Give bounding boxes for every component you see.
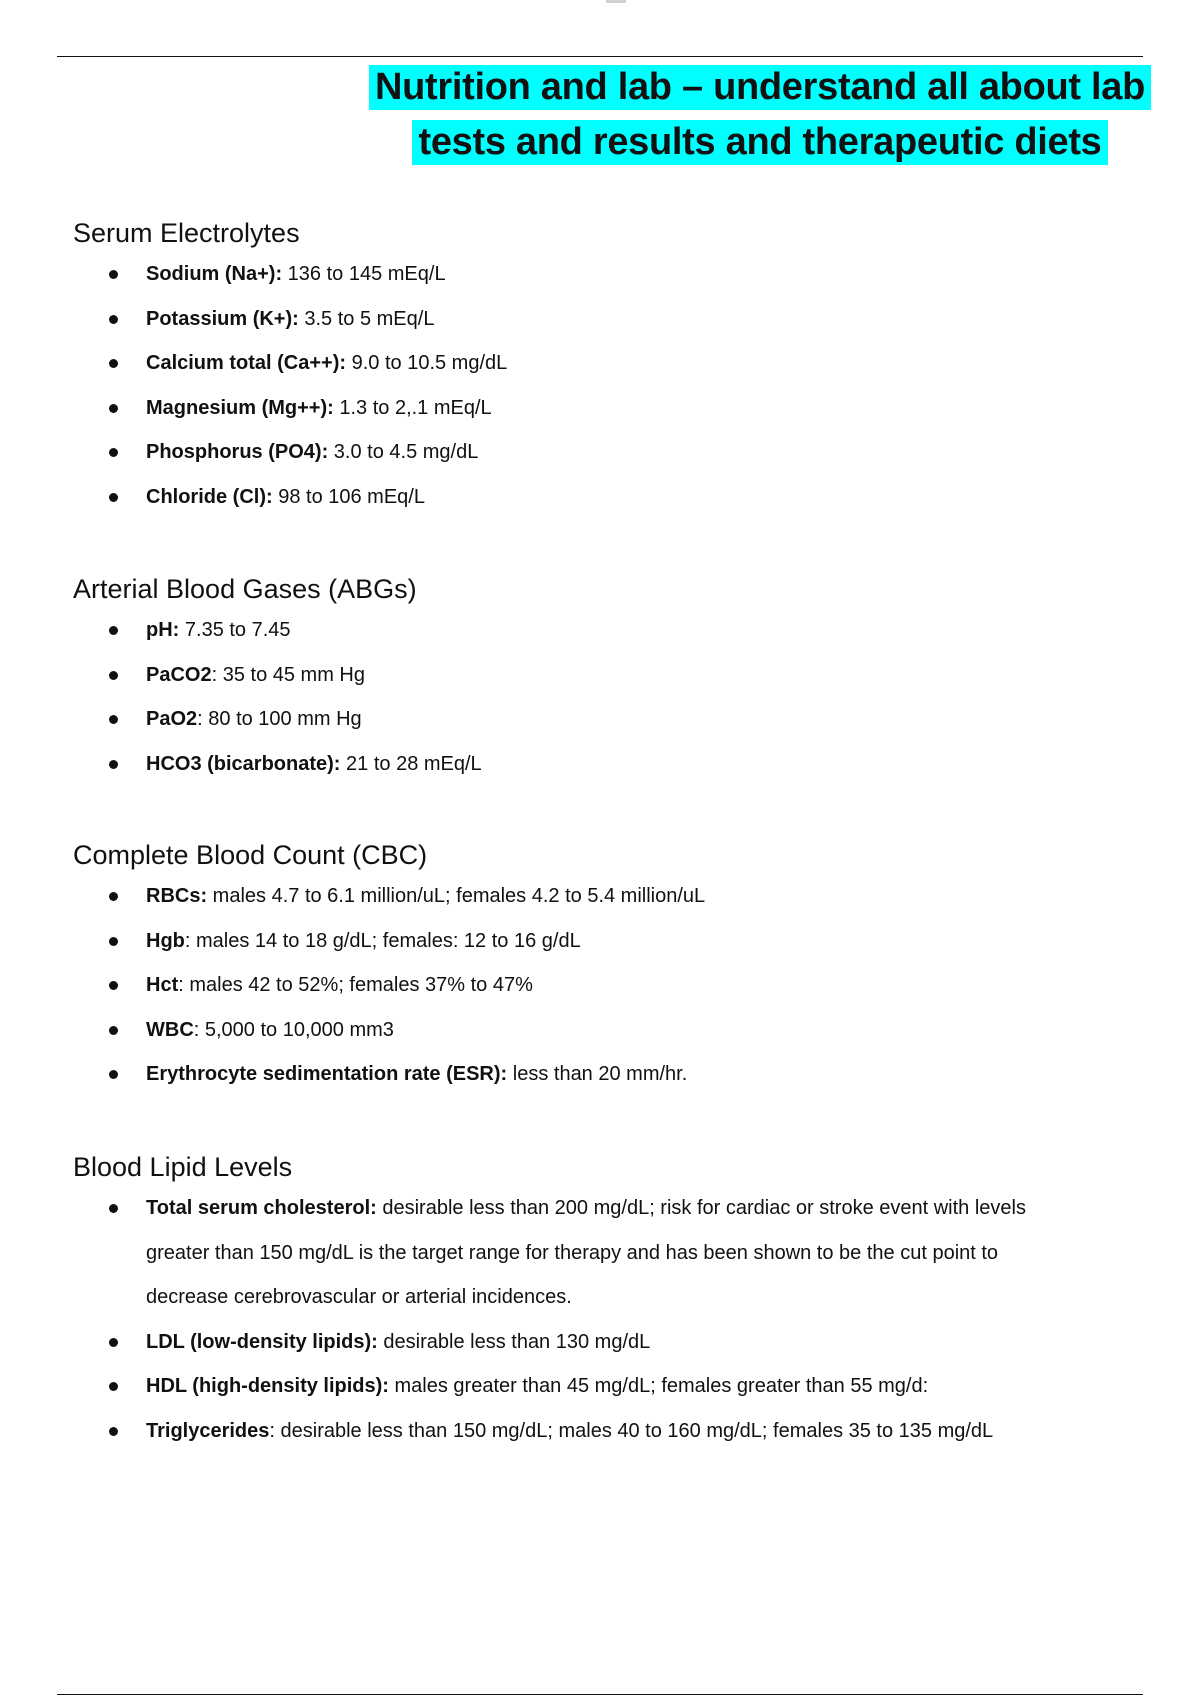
section-heading: Complete Blood Count (CBC) — [73, 840, 428, 870]
bullet-icon — [109, 493, 118, 502]
header-rule — [57, 56, 1143, 57]
list-item: HCO3 (bicarbonate): 21 to 28 mEq/L — [73, 742, 1133, 787]
bullet-icon — [109, 315, 118, 324]
list-item: Hgb: males 14 to 18 g/dL; females: 12 to 16 g/dL — [73, 919, 1133, 964]
bullet-icon — [109, 626, 118, 635]
list-item: RBCs: males 4.7 to 6.1 million/uL; females 4.2 to 5.4 million/uL — [73, 874, 1133, 919]
bullet-icon — [109, 1026, 118, 1035]
list-item: Magnesium (Mg++): 1.3 to 2,.1 mEq/L — [73, 386, 1133, 431]
section-heading: Arterial Blood Gases (ABGs) — [73, 574, 417, 604]
list-item: Triglycerides: desirable less than 150 mg/dL; males 40 to 160 mg/dL; females 35 to 135 mg/dL — [73, 1409, 1133, 1454]
bullet-icon — [109, 448, 118, 457]
section-blood-lipid-levels — [73, 1150, 1133, 1453]
bullet-icon — [109, 404, 118, 413]
bullet-icon — [109, 892, 118, 901]
bullet-icon — [109, 981, 118, 990]
list-item: Sodium (Na+): 136 to 145 mEq/L — [73, 252, 1133, 297]
title-line-1: Nutrition and lab – understand all about lab — [369, 65, 1151, 110]
footer-rule — [57, 1694, 1143, 1695]
bullet-list — [73, 1186, 1133, 1453]
list-item: WBC: 5,000 to 10,000 mm3 — [73, 1008, 1133, 1053]
list-item: Calcium total (Ca++): 9.0 to 10.5 mg/dL — [73, 341, 1133, 386]
bullet-list — [73, 874, 1133, 1097]
section-arterial-blood-gases — [73, 572, 1133, 786]
bullet-icon — [109, 1204, 118, 1213]
bullet-icon — [109, 270, 118, 279]
section-heading: Blood Lipid Levels — [73, 1152, 293, 1182]
list-item: HDL (high-density lipids): males greater than 45 mg/dL; females greater than 55 mg/d: — [73, 1364, 1133, 1409]
list-item: LDL (low-density lipids): desirable less than 130 mg/dL — [73, 1320, 1133, 1365]
list-item: PaCO2: 35 to 45 mm Hg — [73, 653, 1133, 698]
bullet-icon — [109, 1070, 118, 1079]
document-title — [350, 60, 1170, 170]
bullet-icon — [109, 760, 118, 769]
bullet-icon — [109, 671, 118, 680]
section-complete-blood-count — [73, 838, 1133, 1097]
bullet-icon — [109, 937, 118, 946]
bullet-list — [73, 252, 1133, 519]
list-item: Chloride (Cl): 98 to 106 mEq/L — [73, 475, 1133, 520]
bullet-list — [73, 608, 1133, 786]
section-serum-electrolytes — [73, 216, 1133, 519]
list-item: pH: 7.35 to 7.45 — [73, 608, 1133, 653]
bullet-icon — [109, 359, 118, 368]
list-item: Phosphorus (PO4): 3.0 to 4.5 mg/dL — [73, 430, 1133, 475]
list-item: PaO2: 80 to 100 mm Hg — [73, 697, 1133, 742]
bullet-icon — [109, 1338, 118, 1347]
bullet-icon — [109, 1427, 118, 1436]
list-item: Hct: males 42 to 52%; females 37% to 47% — [73, 963, 1133, 1008]
page-top-marker — [606, 0, 626, 3]
title-line-2: tests and results and therapeutic diets — [412, 120, 1107, 165]
bullet-icon — [109, 715, 118, 724]
list-item: Erythrocyte sedimentation rate (ESR): less than 20 mm/hr. — [73, 1052, 1133, 1097]
bullet-icon — [109, 1382, 118, 1391]
list-item: Potassium (K+): 3.5 to 5 mEq/L — [73, 297, 1133, 342]
list-item: Total serum cholesterol: desirable less than 200 mg/dL; risk for cardiac or stroke event with levels greater than 150 mg/dL is the target range for therapy and has been shown to be the cut point to decrease cerebrovascular or arterial incidences. — [73, 1186, 1133, 1320]
section-heading: Serum Electrolytes — [73, 218, 300, 248]
